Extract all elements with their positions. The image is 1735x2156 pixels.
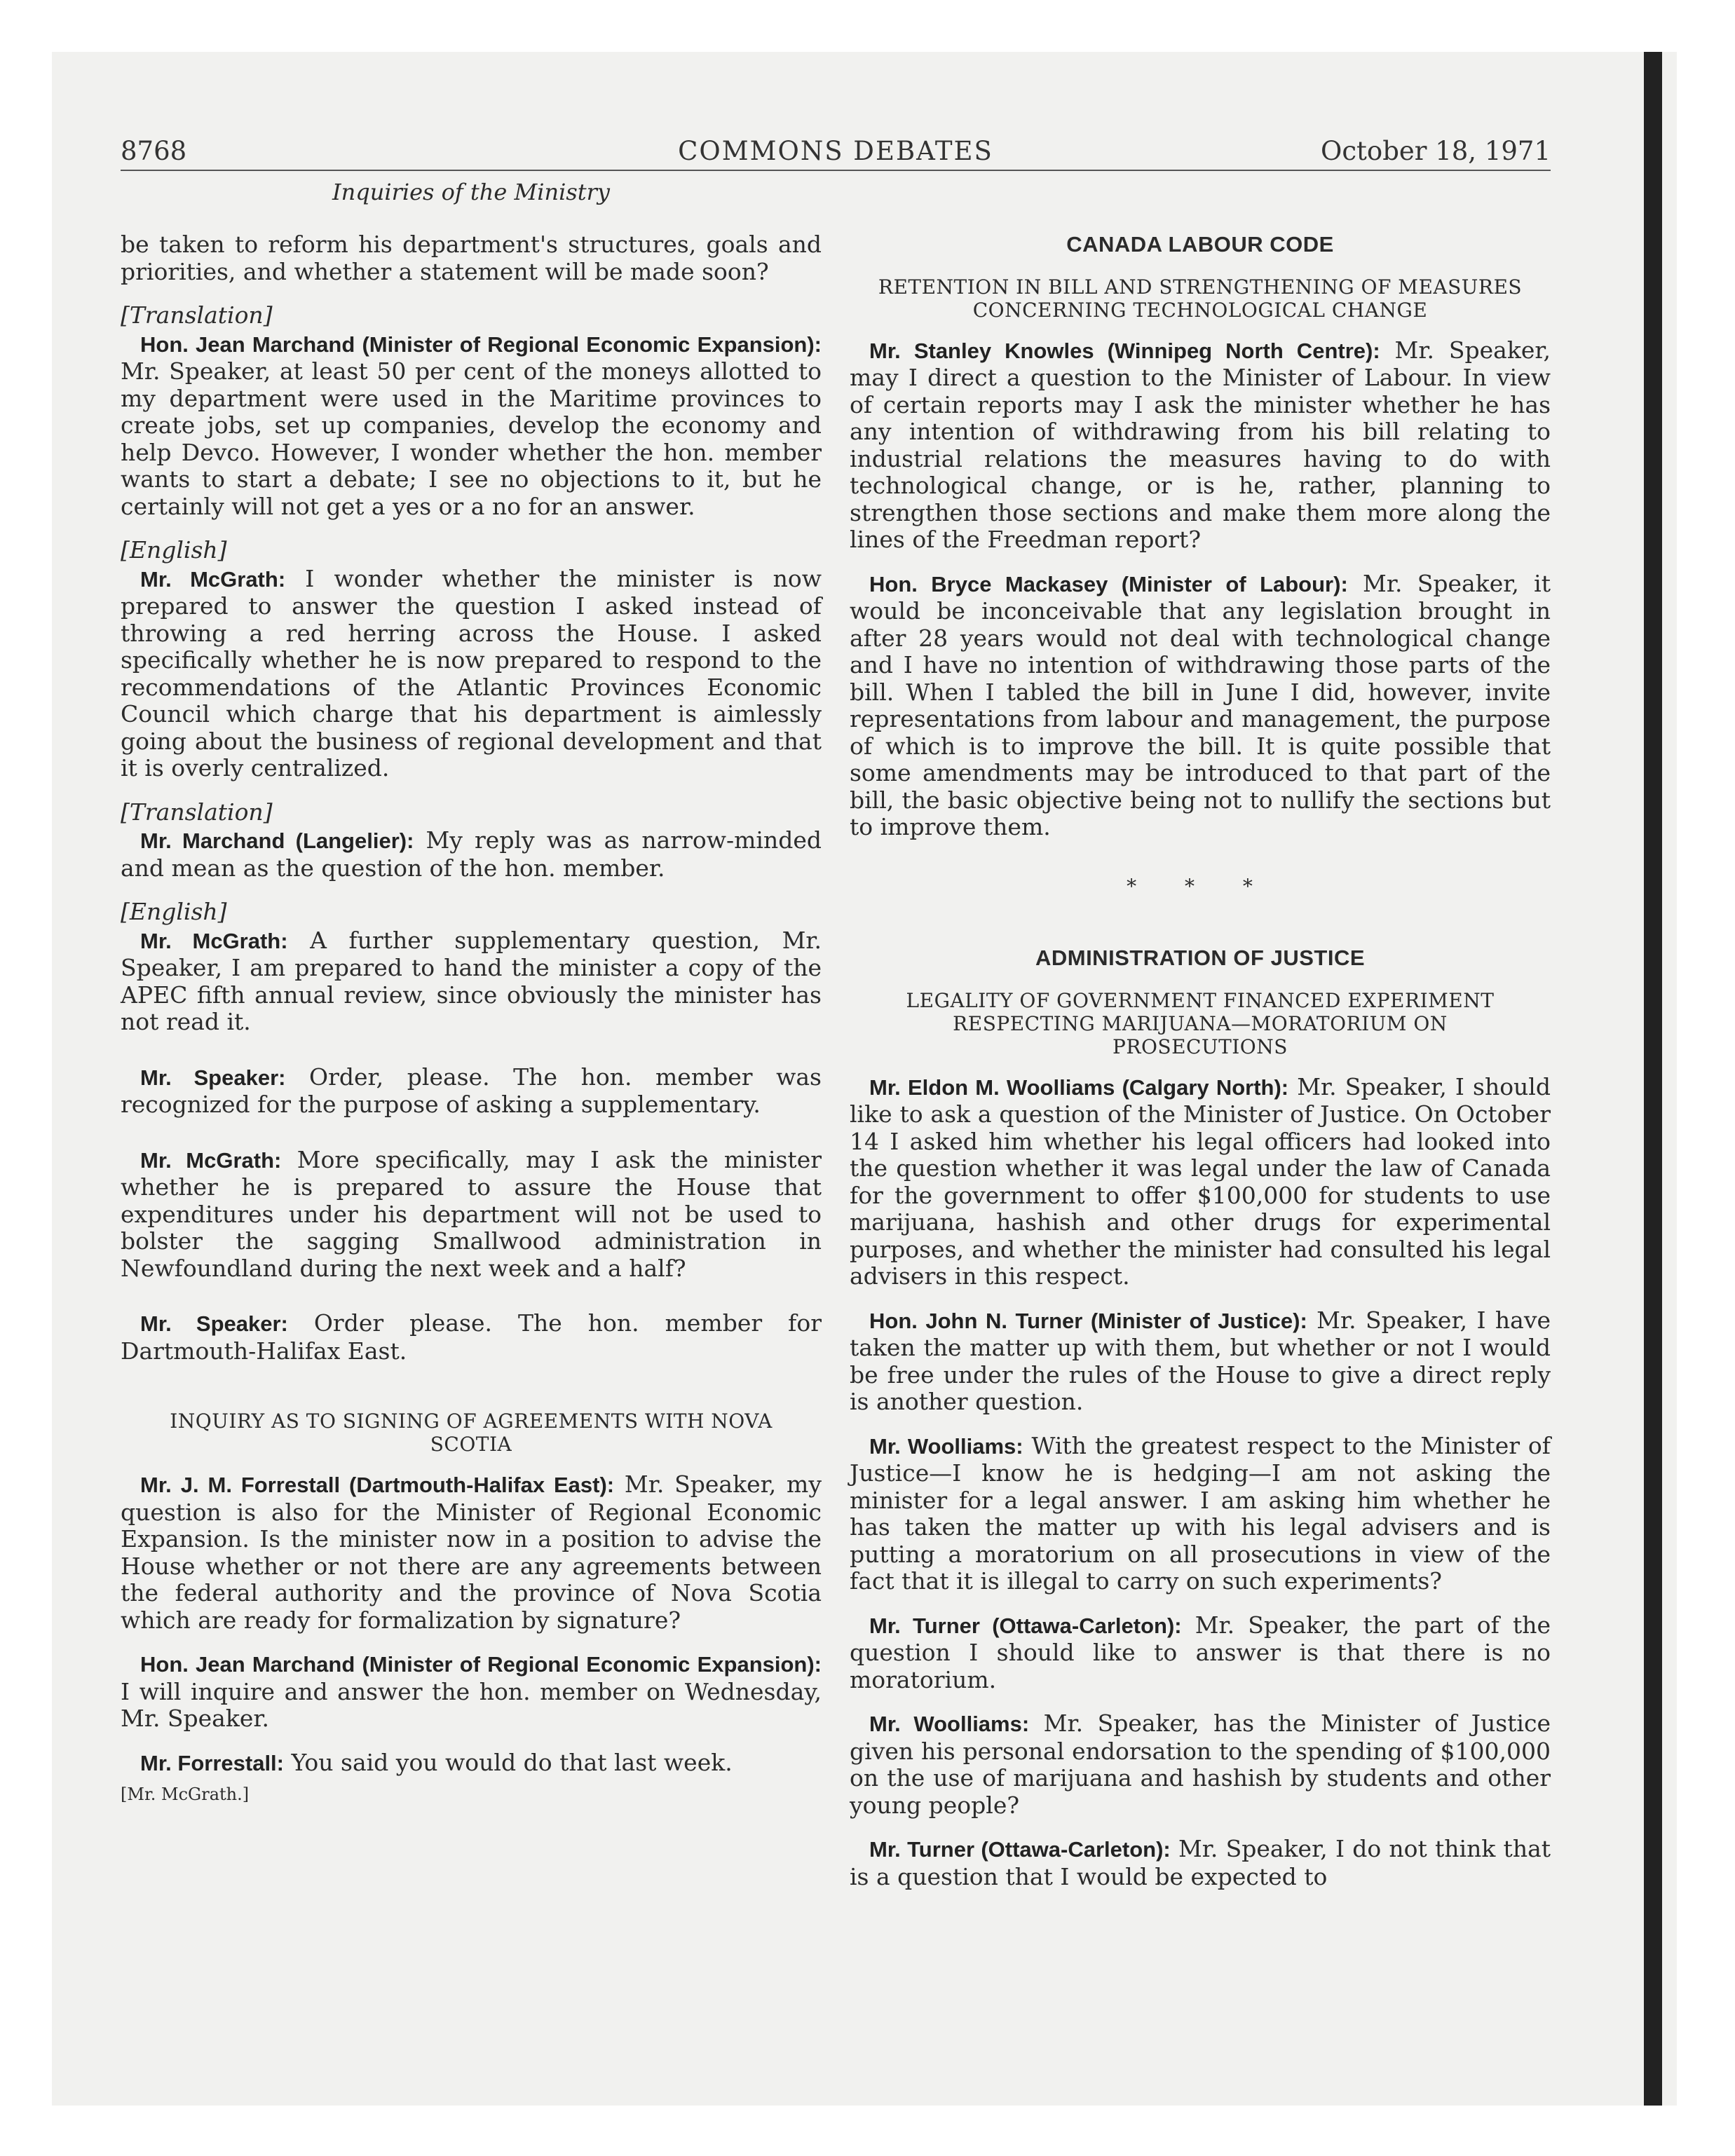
subheading: LEGALITY OF GOVERNMENT FINANCED EXPERIMENT RESPECTING MARIJUANA—MORATORIUM ON PROSECUTIONS (906, 988, 1495, 1058)
paragraph (121, 927, 822, 1036)
paragraph (121, 566, 822, 782)
paragraph (121, 1147, 822, 1283)
paragraph (850, 1612, 1551, 1694)
language-marker: [English] (121, 898, 227, 925)
speech-text: My reply was as narrow-minded and mean as the question of the hon. member. (121, 826, 822, 882)
speaker-name: Mr. Eldon M. Woolliams (Calgary North): (869, 1074, 1289, 1100)
page-edge-shadow (1644, 52, 1662, 2106)
page-header (121, 133, 1551, 171)
speech-text: Mr. Speaker, my question is also for the Minister of Regional Economic Expansion. Is the minister now in a position to advise the House whether or not there are any agreements between the federal authority and the province of Nova Scotia which are ready for formalization by signature? (121, 1471, 822, 1634)
paragraph: be taken to reform his department's structures, goals and priorities, and whether a statement will be made soon? (121, 231, 822, 285)
speaker-name: Mr. Woolliams: (869, 1433, 1023, 1459)
publication-date: October 18, 1971 (1321, 136, 1551, 166)
speaker-name: Mr. Speaker: (140, 1311, 288, 1336)
speech-text: With the greatest respect to the Minister of Justice—I know he is hedging—I am not asking the minister for a legal answer. I am asking him whether he has taken the matter up with his legal advisers and is putting a moratorium on all prosecutions in view of the fact that it is illegal to carry on such experiments? (850, 1431, 1551, 1595)
page-number: 8768 (121, 136, 187, 166)
paragraph (121, 1749, 822, 1778)
speech-text: Mr. Speaker, I should like to ask a question of the Minister of Justice. On October 14 I asked him whether his legal officers had looked into the question whether it was legal under the law of Canada for the government to offer $100,000 for students to use marijuana, hashish and other drugs for experimental purposes, and whether the minister had consulted his legal advisers in this respect. (850, 1072, 1551, 1290)
speaker-name: Hon. Jean Marchand (Minister of Regional Economic Expansion): (140, 1652, 822, 1677)
paragraph (121, 827, 822, 882)
paragraph (121, 1651, 822, 1733)
section-title: CANADA LABOUR CODE (1066, 232, 1334, 257)
speaker-name: Mr. Woolliams: (869, 1712, 1030, 1736)
paragraph (121, 1310, 822, 1365)
language-marker: [Translation] (121, 301, 273, 329)
speech-text: Mr. Speaker, may I direct a question to the Minister of Labour. In view of certain reports may I ask the minister whether he has any intention of withdrawing from his bill relating to industrial relations the measures having to do with technological change, or is he, rather, planning to strengthen those sections and make them more along the lines of the Freedman report? (850, 336, 1551, 553)
speaker-name: Mr. McGrath: (140, 928, 288, 953)
paragraph (121, 1064, 822, 1119)
speech-text: Mr. Speaker, at least 50 per cent of the moneys allotted to my department were used in the Maritime provinces to create jobs, set up companies, develop the economy and help Devco. However, I wonder whether the hon. member wants to start a debate; I see no objections to it, but he certainly will not get a yes or a no for an answer. (121, 357, 822, 520)
subheading: INQUIRY AS TO SIGNING OF AGREEMENTS WITH NOVA SCOTIA (170, 1410, 773, 1456)
running-head: Inquiries of the Ministry (332, 179, 610, 205)
subheading: RETENTION IN BILL AND STRENGTHENING OF MEASURES CONCERNING TECHNOLOGICAL CHANGE (878, 275, 1523, 322)
speaker-name: Hon. John N. Turner (Minister of Justice): (869, 1308, 1307, 1333)
footnote: [Mr. McGrath.] (121, 1785, 250, 1804)
right-column (850, 231, 1551, 1907)
speaker-name: Mr. McGrath: (140, 566, 286, 592)
speaker-name: Mr. Forrestall: (140, 1750, 284, 1775)
speaker-name: Hon. Bryce Mackasey (Minister of Labour): (869, 571, 1348, 596)
speech-text: Mr. Speaker, I do not think that is a question that I would be expected to (850, 1835, 1551, 1890)
paragraph (121, 1471, 822, 1634)
section-separator: * * * (1127, 874, 1274, 898)
speech-text: Order, please. The hon. member was recognized for the purpose of asking a supplementary. (121, 1063, 822, 1118)
paragraph (850, 337, 1551, 554)
speech-text: I wonder whether the minister is now prepared to answer the question I asked instead of throwing a red herring across the House. I asked specifically whether he is now prepared to respond to the recommendations of the Atlantic Provinces Economic Council which charge that his department is aimlessly going about the business of regional development and that it is overly centralized. (121, 564, 822, 782)
speaker-name: Mr. Speaker: (140, 1065, 286, 1090)
speech-text: Mr. Speaker, it would be inconceivable that any legislation brought in after 28 years would not deal with technological change and I have no intention of withdrawing those parts of the bill. When I tabled the bill in June I did, however, invite representations from labour and management, the purpose of which is to improve the bill. It is quite possible that some amendments may be introduced to that part of the bill, the basic objective being not to nullify the sections but to improve them. (850, 569, 1551, 840)
publication-title: COMMONS DEBATES (678, 136, 993, 166)
speech-text: More specifically, may I ask the minister whether he is prepared to assure the House that expenditures under his department will not be used to bolster the sagging Smallwood administration in Newfoundland during the next week and a half? (121, 1145, 822, 1282)
paragraph (850, 1433, 1551, 1595)
speaker-name: Mr. Stanley Knowles (Winnipeg North Centre): (869, 338, 1380, 363)
section-title: ADMINISTRATION OF JUSTICE (1035, 946, 1366, 970)
speaker-name: Mr. Turner (Ottawa-Carleton): (869, 1837, 1171, 1862)
speech-text: Mr. Speaker, the part of the question I should like to answer is that there is no moratorium. (850, 1611, 1551, 1693)
speech-text: A further supplementary question, Mr. Speaker, I am prepared to hand the minister a copy of the APEC fifth annual review, since obviously the minister has not read it. (121, 926, 822, 1035)
speaker-name: Mr. Turner (Ottawa-Carleton): (869, 1613, 1182, 1638)
speech-text: Order please. The hon. member for Dartmouth-Halifax East. (121, 1309, 822, 1365)
paragraph (850, 1836, 1551, 1890)
speech-text: Mr. Speaker, I have taken the matter up with them, but whether or not I would be free under the rules of the House to give a direct reply is another question. (850, 1306, 1551, 1415)
speech-text: I will inquire and answer the hon. member on Wednesday, Mr. Speaker. (121, 1677, 822, 1732)
paragraph (850, 1074, 1551, 1290)
left-column (121, 231, 822, 1808)
language-marker: [Translation] (121, 798, 273, 826)
speaker-name: Mr. J. M. Forrestall (Dartmouth-Halifax East): (140, 1473, 615, 1497)
paragraph (850, 1307, 1551, 1416)
paragraph (850, 571, 1551, 841)
speech-text: Mr. Speaker, has the Minister of Justice given his personal endorsation to the spending of $100,000 on the use of marijuana and hashish by students and other young people? (850, 1710, 1551, 1819)
paragraph (121, 331, 822, 521)
speaker-name: Hon. Jean Marchand (Minister of Regional Economic Expansion): (140, 332, 822, 357)
language-marker: [English] (121, 536, 227, 564)
speaker-name: Mr. McGrath: (140, 1147, 282, 1173)
paragraph (850, 1710, 1551, 1819)
speech-text: You said you would do that last week. (284, 1748, 733, 1776)
speaker-name: Mr. Marchand (Langelier): (140, 828, 414, 853)
